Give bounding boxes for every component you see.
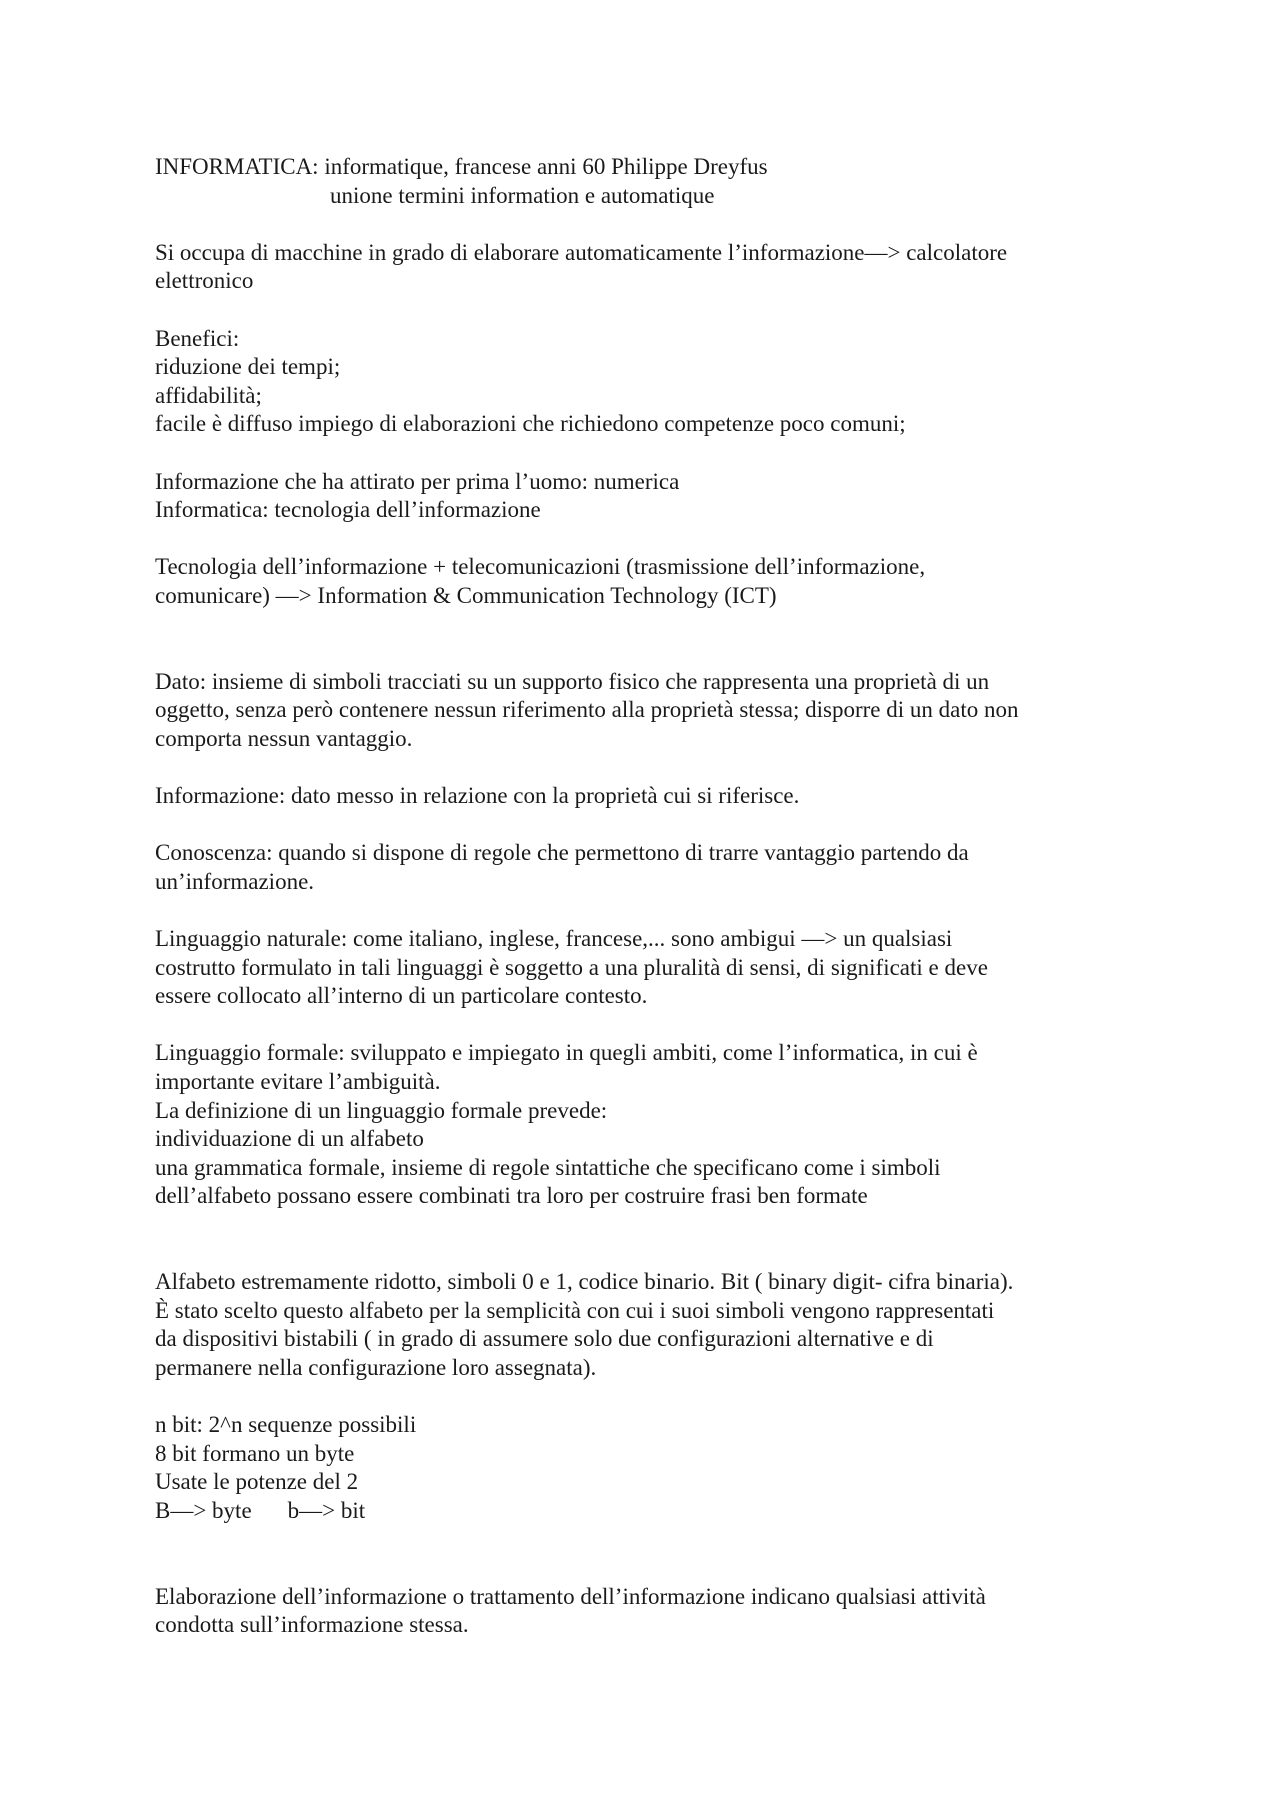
- paragraph-line: Informatica: tecnologia dell’informazione: [155, 497, 541, 523]
- unit-legend-byte: B—> byte: [155, 1497, 252, 1523]
- paragraph-line: elettronico: [155, 268, 254, 294]
- paragraph-line: Alfabeto estremamente ridotto, simboli 0 e 1, codice binario. Bit ( binary digit- cifra binaria).: [155, 1269, 1014, 1295]
- paragraph-line: 8 bit formano un byte: [155, 1440, 355, 1466]
- list-item: una grammatica formale, insieme di regole sintattiche che specificano come i simboli: [155, 1154, 941, 1180]
- paragraph-line: Conoscenza: quando si dispone di regole che permettono di trarre vantaggio partendo da: [155, 840, 969, 866]
- list-item: individuazione di un alfabeto: [155, 1126, 424, 1152]
- paragraph-line: oggetto, senza però contenere nessun riferimento alla proprietà stessa; disporre di un dato non: [155, 697, 1019, 723]
- paragraph-line: costrutto formulato in tali linguaggi è soggetto a una pluralità di sensi, di significati e deve: [155, 954, 988, 980]
- list-item: riduzione dei tempi;: [155, 354, 341, 380]
- paragraph-line: un’informazione.: [155, 868, 315, 894]
- paragraph-line: Elaborazione dell’informazione o trattamento dell’informazione indicano qualsiasi attività: [155, 1583, 986, 1609]
- paragraph-line: n bit: 2^n sequenze possibili: [155, 1412, 417, 1438]
- document-body: [155, 153, 1155, 1640]
- paragraph-line: Si occupa di macchine in grado di elaborare automaticamente l’informazione—> calcolatore: [155, 239, 1008, 265]
- title-subline: unione termini information e automatique: [330, 182, 715, 208]
- paragraph-line: essere collocato all’interno di un particolare contesto.: [155, 983, 648, 1009]
- list-item: dell’alfabeto possano essere combinati tra loro per costruire frasi ben formate: [155, 1183, 868, 1209]
- paragraph-line: permanere nella configurazione loro assegnata).: [155, 1354, 597, 1380]
- list-item: facile è diffuso impiego di elaborazioni che richiedono competenze poco comuni;: [155, 411, 906, 437]
- unit-legend-line: [155, 1497, 1155, 1526]
- paragraph-line: Informazione che ha attirato per prima l’uomo: numerica: [155, 468, 680, 494]
- paragraph-line: Informazione: dato messo in relazione con la proprietà cui si riferisce.: [155, 783, 800, 809]
- list-item: affidabilità;: [155, 382, 262, 408]
- title-line: INFORMATICA: informatique, francese anni 60 Philippe Dreyfus: [155, 154, 768, 179]
- paragraph-line: Linguaggio naturale: come italiano, inglese, francese,... sono ambigui —> un qualsiasi: [155, 926, 953, 952]
- paragraph-line: Linguaggio formale: sviluppato e impiegato in quegli ambiti, come l’informatica, in cui è: [155, 1040, 978, 1066]
- paragraph-line: comporta nessun vantaggio.: [155, 725, 413, 751]
- paragraph-line: da dispositivi bistabili ( in grado di assumere solo due configurazioni alternative e di: [155, 1326, 934, 1352]
- paragraph-line: È stato scelto questo alfabeto per la semplicità con cui i suoi simboli vengono rappresentati: [155, 1297, 995, 1323]
- paragraph-line: Tecnologia dell’informazione + telecomunicazioni (trasmissione dell’informazione,: [155, 554, 926, 580]
- unit-legend-bit: b—> bit: [287, 1497, 366, 1523]
- paragraph-line: importante evitare l’ambiguità.: [155, 1069, 441, 1094]
- paragraph-line: condotta sull’informazione stessa.: [155, 1612, 469, 1638]
- paragraph-line: Dato: insieme di simboli tracciati su un supporto fisico che rappresenta una proprietà di un: [155, 668, 990, 694]
- paragraph-line: Usate le potenze del 2: [155, 1469, 359, 1495]
- paragraph-line: comunicare) —> Information & Communication Technology (ICT): [155, 582, 777, 608]
- paragraph-line: La definizione di un linguaggio formale prevede:: [155, 1097, 608, 1123]
- section-heading: Benefici:: [155, 325, 240, 351]
